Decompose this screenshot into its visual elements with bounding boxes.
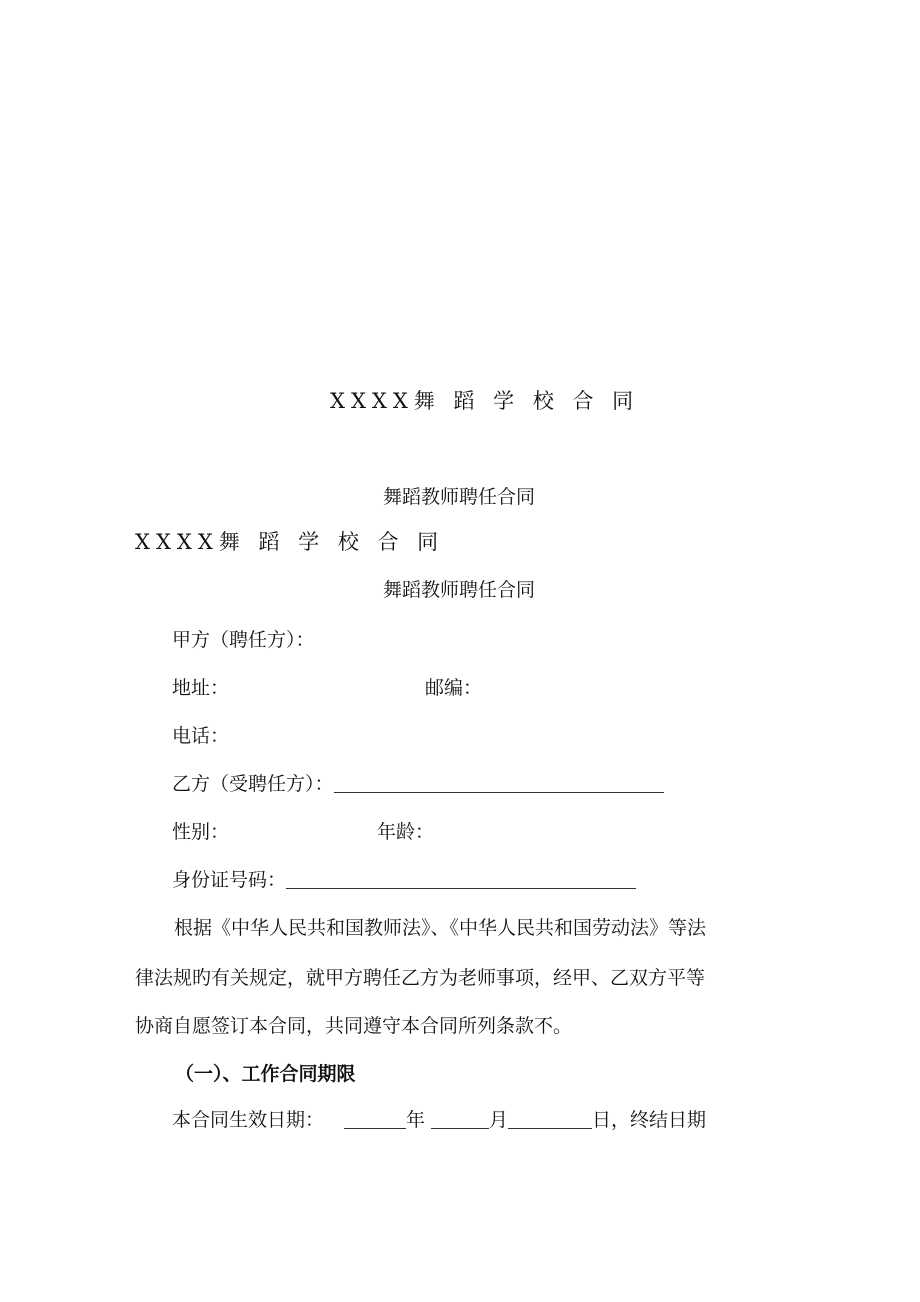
- document-title: XXXX舞 蹈 学 校 合 同: [330, 389, 640, 413]
- address-label: 地址：: [172, 677, 230, 699]
- paragraph-line: 协商自愿签订本合同，共同遵守本合同所列条款不。: [135, 1015, 573, 1037]
- effective-date-row: [172, 1108, 706, 1132]
- postcode-label: 邮编：: [425, 677, 483, 699]
- party-b-label: 乙方（受聘任方）：: [172, 773, 334, 795]
- id-number-blank[interactable]: [286, 868, 636, 889]
- age-label: 年龄：: [377, 821, 435, 843]
- repeat-title: XXXX舞 蹈 学 校 合 同: [135, 530, 445, 554]
- party-b-blank[interactable]: [334, 772, 664, 793]
- day-label: 日，终结日期: [592, 1109, 707, 1131]
- paragraph-line: 律法规旳有关规定，就甲方聘任乙方为老师事项，经甲、乙双方平等: [135, 967, 706, 989]
- day-blank[interactable]: [508, 1108, 592, 1129]
- section-heading: （一）、工作合同期限: [175, 1063, 356, 1085]
- paragraph-line: 根据《中华人民共和国教师法》、《中华人民共和国劳动法》等法: [174, 917, 707, 939]
- party-b-row: [172, 772, 664, 796]
- month-blank[interactable]: [431, 1108, 489, 1129]
- year-blank[interactable]: [344, 1108, 406, 1129]
- gender-label: 性别：: [172, 821, 230, 843]
- effective-date-label: 本合同生效日期：: [172, 1109, 325, 1131]
- document-subtitle: 舞蹈教师聘任合同: [383, 486, 536, 508]
- year-label: 年: [406, 1109, 426, 1131]
- phone-label: 电话：: [172, 725, 230, 747]
- month-label: 月: [489, 1109, 509, 1131]
- repeat-subtitle: 舞蹈教师聘任合同: [383, 579, 536, 601]
- id-number-label: 身份证号码：: [172, 869, 287, 891]
- party-a-label: 甲方（聘任方）：: [172, 629, 315, 651]
- id-number-row: [172, 868, 636, 892]
